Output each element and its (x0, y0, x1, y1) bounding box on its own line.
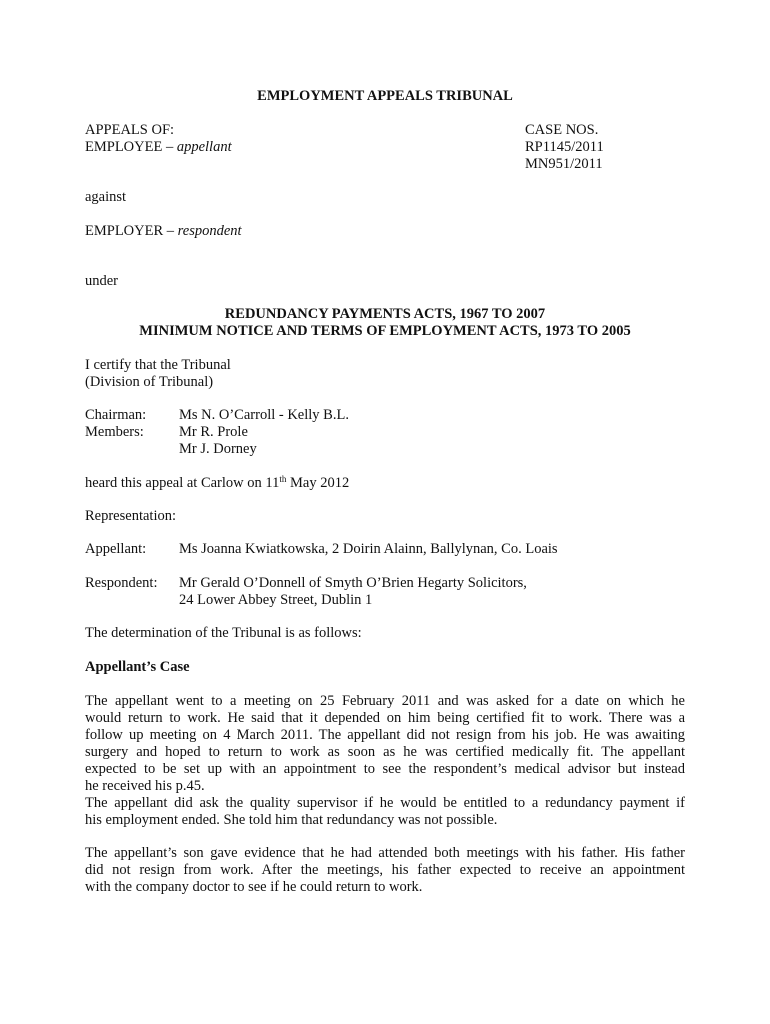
section-heading: Appellant’s Case (85, 659, 190, 675)
respondent-representative: Mr Gerald O’Donnell of Smyth O’Brien Hegarty Solicitors, (179, 575, 527, 591)
under-text: under (85, 273, 119, 289)
document-title: EMPLOYMENT APPEALS TRIBUNAL (257, 88, 513, 104)
paragraph-line: with the company doctor to see if he could return to work. (85, 879, 423, 895)
appellant-label: Appellant: (85, 541, 147, 557)
paragraph-line: would return to work. He said that it depended on him being certified fit to work. There was a (85, 710, 685, 726)
employer-label: EMPLOYER – (85, 223, 178, 239)
hearing-date-suffix: th (279, 474, 287, 484)
members-label: Members: (85, 424, 144, 440)
paragraph-line: surgery and hoped to return to work as soon as he was certified medically fit. The appellant (85, 744, 685, 760)
case-number: RP1145/2011 (525, 139, 604, 155)
case-number: MN951/2011 (525, 156, 603, 172)
against-text: against (85, 189, 127, 205)
respondent-label: Respondent: (85, 575, 158, 591)
paragraph-line: The appellant went to a meeting on 25 February 2011 and was asked for a date on which he (85, 693, 685, 709)
act-title: REDUNDANCY PAYMENTS ACTS, 1967 TO 2007 (224, 306, 546, 322)
hearing-line (85, 475, 349, 492)
hearing-prefix: heard this appeal at Carlow on 11 (85, 475, 280, 491)
appeals-of-label: APPEALS OF: (85, 122, 175, 138)
employee-line (85, 139, 232, 156)
determination-text: The determination of the Tribunal is as follows: (85, 625, 362, 641)
paragraph-line: his employment ended. She told him that redundancy was not possible. (85, 812, 498, 828)
act-title: MINIMUM NOTICE AND TERMS OF EMPLOYMENT ACTS, 1973 TO 2005 (139, 323, 631, 339)
employee-role: appellant (176, 139, 232, 155)
representation-label: Representation: (85, 508, 177, 524)
chairman-name: Ms N. O’Carroll - Kelly B.L. (179, 407, 349, 423)
hearing-suffix: May 2012 (286, 475, 350, 491)
employer-line (85, 223, 242, 240)
appellant-representative: Ms Joanna Kwiatkowska, 2 Doirin Alainn, Ballylynan, Co. Loais (179, 541, 558, 557)
paragraph-line: follow up meeting on 4 March 2011. The appellant did not resign from his job. He was awaiting (85, 727, 685, 743)
paragraph-line: he received his p.45. (85, 778, 205, 794)
paragraph-line: expected to be set up with an appointment to see the respondent’s medical advisor but instead (85, 761, 685, 777)
certify-text: I certify that the Tribunal (85, 357, 231, 373)
member-name: Mr R. Prole (179, 424, 248, 440)
case-nos-label: CASE NOS. (525, 122, 599, 138)
paragraph-line: The appellant’s son gave evidence that he had attended both meetings with his father. His father (85, 845, 685, 861)
division-text: (Division of Tribunal) (85, 374, 214, 390)
chairman-label: Chairman: (85, 407, 147, 423)
employee-label: EMPLOYEE – (85, 139, 177, 155)
paragraph (85, 693, 685, 829)
respondent-address: 24 Lower Abbey Street, Dublin 1 (179, 592, 373, 608)
paragraph-line: The appellant did ask the quality supervisor if he would be entitled to a redundancy payment if (85, 795, 685, 811)
member-name: Mr J. Dorney (179, 441, 257, 457)
paragraph-line: did not resign from work. After the meetings, his father expected to receive an appointment (85, 862, 685, 878)
paragraph (85, 845, 685, 896)
employer-role: respondent (177, 223, 242, 239)
